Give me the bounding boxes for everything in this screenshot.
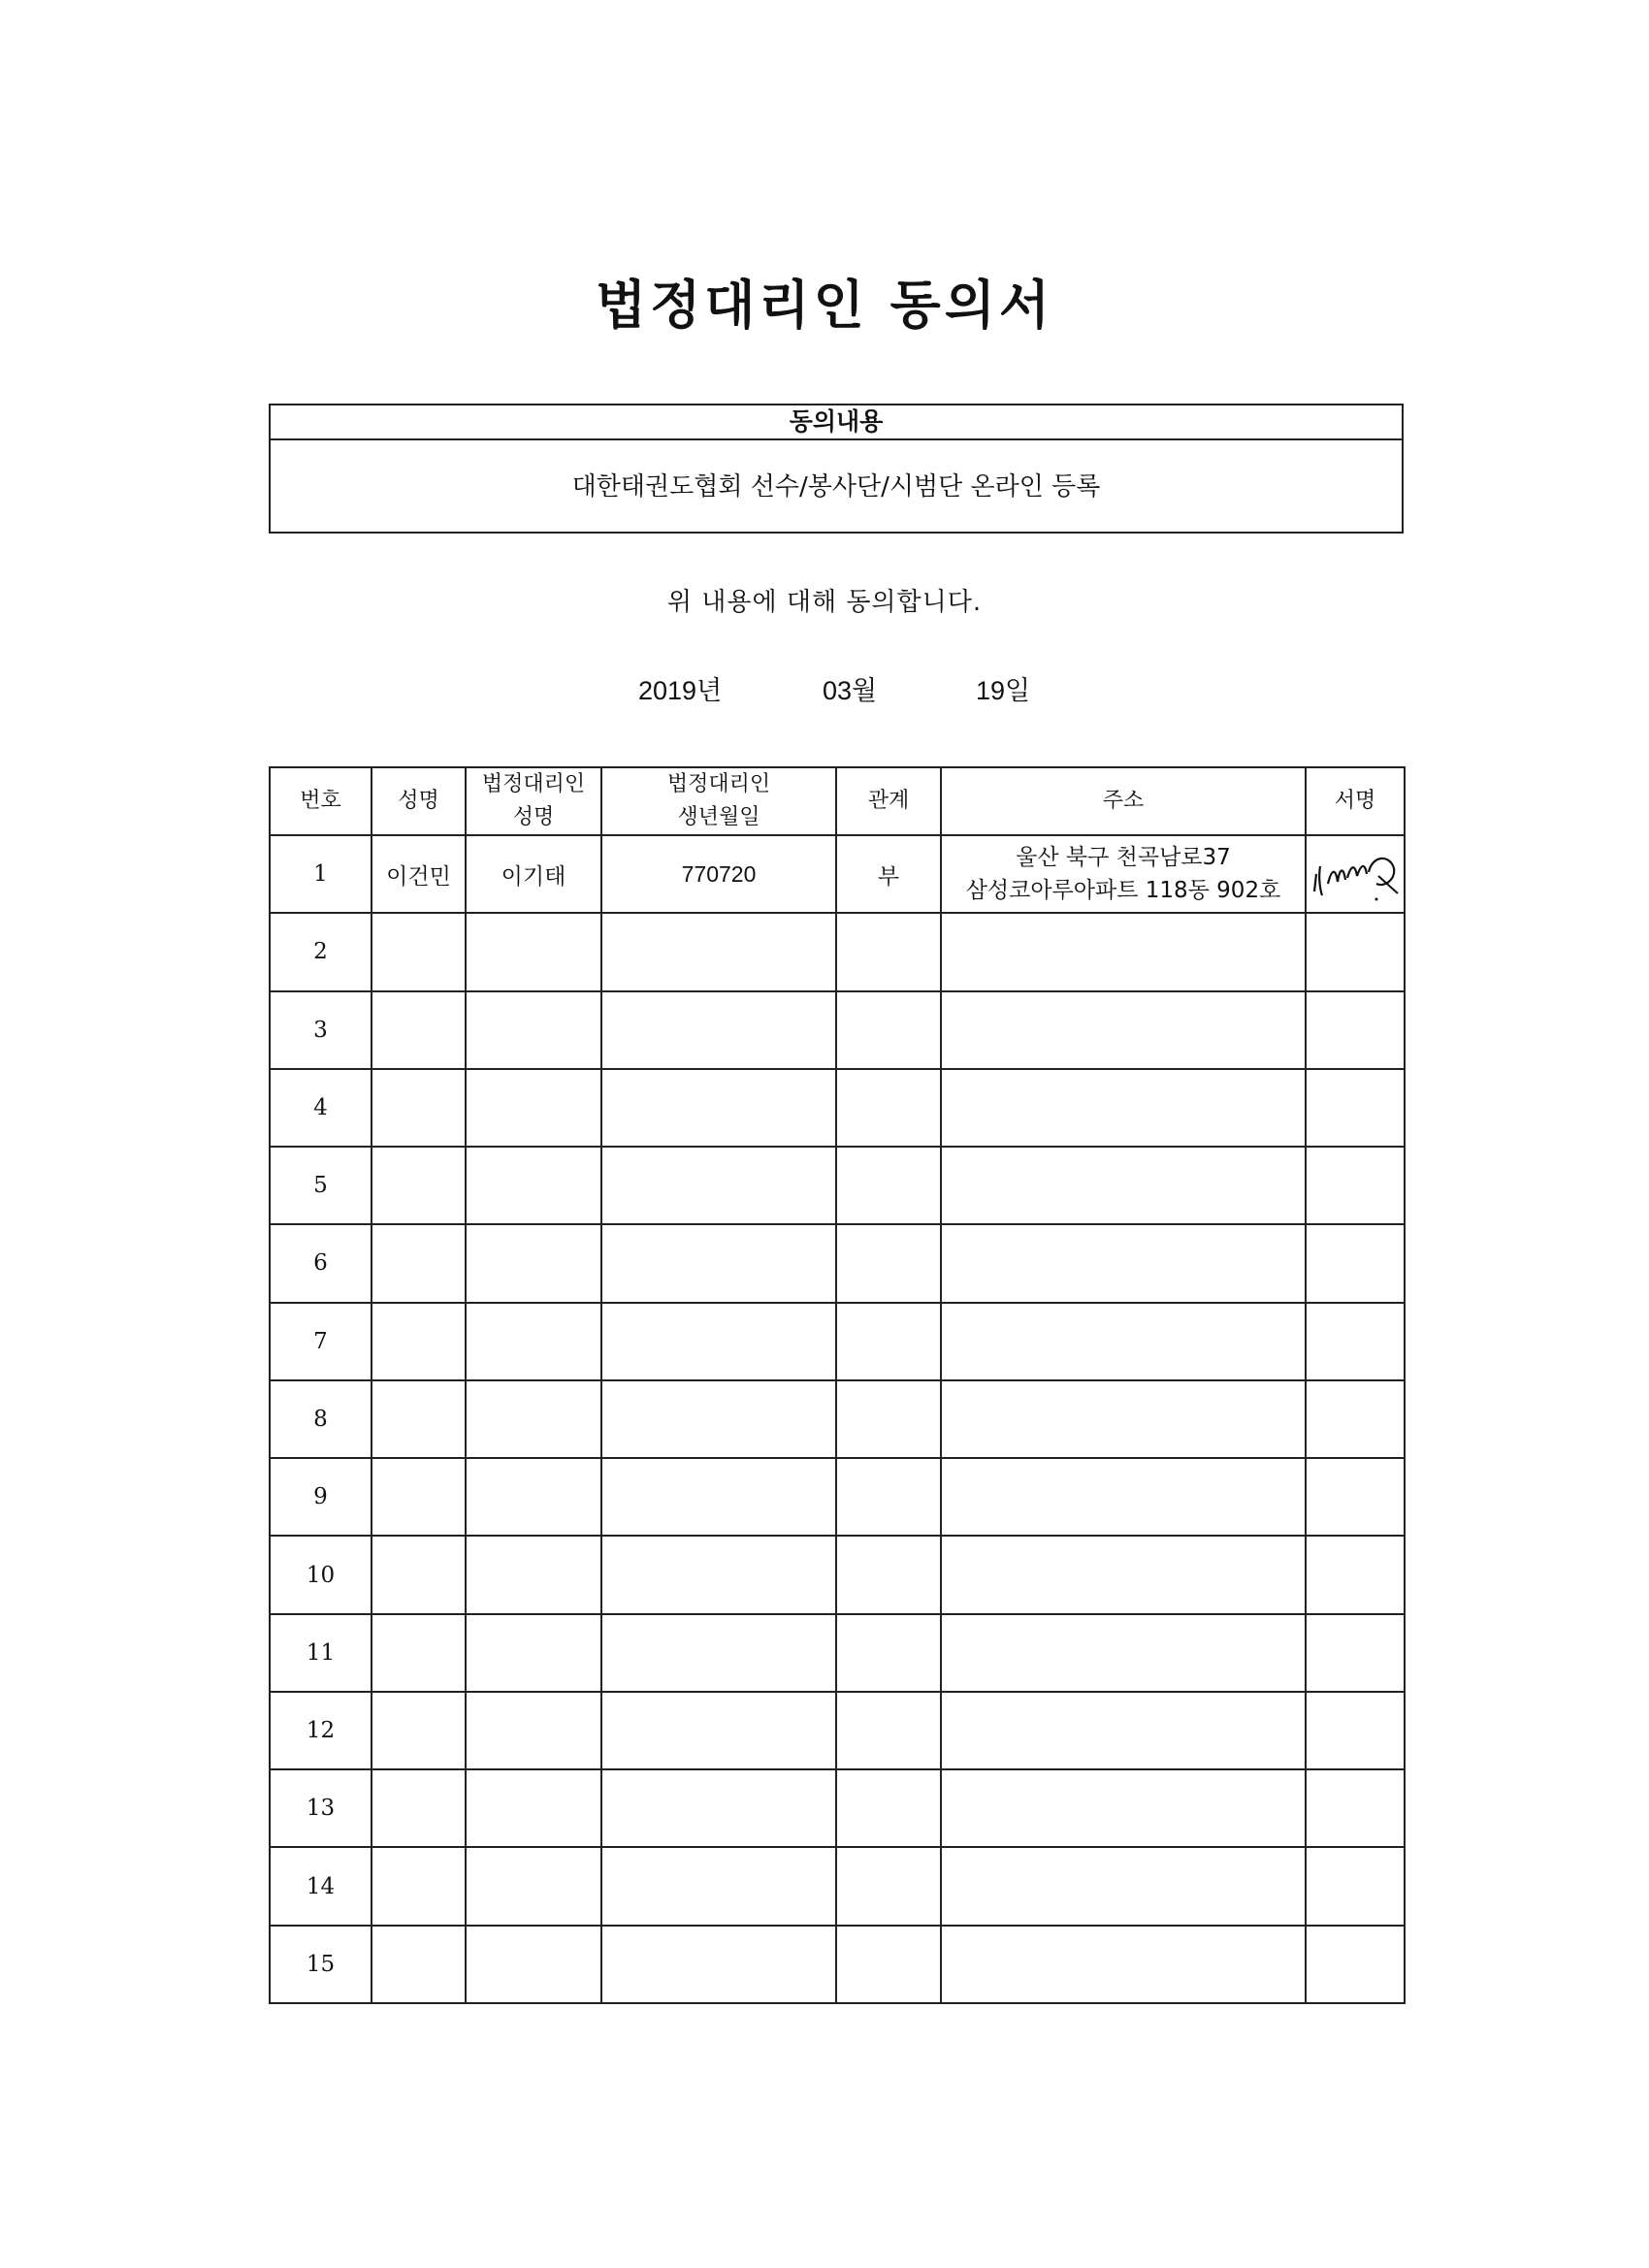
row-guardian-name — [466, 1069, 601, 1147]
row-relation — [836, 1614, 941, 1692]
row-signature — [1306, 913, 1405, 990]
row-relation — [836, 1147, 941, 1224]
row-signature — [1306, 835, 1405, 913]
date-month: 03월 — [823, 676, 878, 705]
row-guardian-dob — [601, 1458, 836, 1536]
header-guardian-dob-line2: 생년월일 — [677, 805, 760, 829]
consent-box — [269, 404, 1404, 534]
header-guardian-name-line1: 법정대리인 — [481, 772, 586, 796]
row-address-line2: 삼성코아루아파트 118동 902호 — [965, 878, 1281, 904]
header-name: 성명 — [372, 767, 466, 835]
row-guardian-dob — [601, 1069, 836, 1147]
row-relation — [836, 1847, 941, 1925]
row-number: 15 — [270, 1926, 372, 2003]
row-guardian-name — [466, 1847, 601, 1925]
row-guardian-name — [466, 991, 601, 1069]
header-guardian-name — [466, 767, 601, 835]
row-signature — [1306, 1303, 1405, 1380]
row-relation — [836, 991, 941, 1069]
row-name — [372, 1458, 466, 1536]
row-address — [941, 991, 1306, 1069]
table-row — [270, 1769, 1405, 1847]
row-guardian-name — [466, 913, 601, 990]
table-row — [270, 1536, 1405, 1613]
row-guardian-dob — [601, 1536, 836, 1613]
row-number: 10 — [270, 1536, 372, 1613]
row-address — [941, 1926, 1306, 2003]
header-guardian-dob-line1: 법정대리인 — [666, 772, 771, 796]
row-address — [941, 1536, 1306, 1613]
row-name: 이건민 — [372, 835, 466, 913]
row-relation — [836, 1303, 941, 1380]
row-guardian-name — [466, 1380, 601, 1458]
table-row — [270, 1069, 1405, 1147]
table-row — [270, 1147, 1405, 1224]
table-row — [270, 1303, 1405, 1380]
row-guardian-dob — [601, 1769, 836, 1847]
row-signature — [1306, 1614, 1405, 1692]
row-guardian-name — [466, 1536, 601, 1613]
row-address — [941, 913, 1306, 990]
agree-statement: 위 내용에 대해 동의합니다. — [666, 588, 983, 617]
row-guardian-name — [466, 1224, 601, 1302]
row-guardian-name — [466, 1614, 601, 1692]
row-relation — [836, 1926, 941, 2003]
row-name — [372, 1224, 466, 1302]
row-number: 8 — [270, 1380, 372, 1458]
row-signature — [1306, 1536, 1405, 1613]
row-address — [941, 1847, 1306, 1925]
consent-header: 동의내용 — [271, 405, 1402, 440]
row-guardian-dob: 770720 — [601, 835, 836, 913]
row-number: 9 — [270, 1458, 372, 1536]
row-address — [941, 1614, 1306, 1692]
row-guardian-dob — [601, 913, 836, 990]
row-name — [372, 991, 466, 1069]
row-number: 12 — [270, 1692, 372, 1769]
row-name — [372, 1692, 466, 1769]
row-signature — [1306, 1692, 1405, 1769]
row-guardian-name: 이기태 — [466, 835, 601, 913]
row-guardian-name — [466, 1303, 601, 1380]
row-guardian-name — [466, 1458, 601, 1536]
table-row — [270, 1692, 1405, 1769]
row-name — [372, 1926, 466, 2003]
row-relation — [836, 1069, 941, 1147]
row-guardian-dob — [601, 1847, 836, 1925]
row-number: 13 — [270, 1769, 372, 1847]
row-guardian-dob — [601, 1926, 836, 2003]
row-signature — [1306, 1224, 1405, 1302]
row-guardian-name — [466, 1692, 601, 1769]
row-guardian-dob — [601, 1147, 836, 1224]
row-relation — [836, 1458, 941, 1536]
row-guardian-dob — [601, 1614, 836, 1692]
row-address — [941, 1303, 1306, 1380]
row-address — [941, 1147, 1306, 1224]
row-signature — [1306, 1458, 1405, 1536]
header-guardian-name-line2: 성명 — [512, 805, 555, 829]
table-row — [270, 991, 1405, 1069]
row-address — [941, 1769, 1306, 1847]
row-signature — [1306, 1380, 1405, 1458]
row-number: 3 — [270, 991, 372, 1069]
row-number: 2 — [270, 913, 372, 990]
row-address-line1: 울산 북구 천곡남로37 — [1016, 845, 1231, 871]
row-guardian-dob — [601, 991, 836, 1069]
row-name — [372, 1614, 466, 1692]
row-relation — [836, 1380, 941, 1458]
table-row — [270, 1458, 1405, 1536]
date-day: 19일 — [976, 676, 1031, 705]
row-signature — [1306, 1769, 1405, 1847]
row-guardian-dob — [601, 1380, 836, 1458]
row-number: 7 — [270, 1303, 372, 1380]
table-row — [270, 1847, 1405, 1925]
header-guardian-dob — [601, 767, 836, 835]
row-signature — [1306, 1147, 1405, 1224]
row-guardian-name — [466, 1147, 601, 1224]
header-relation: 관계 — [836, 767, 941, 835]
row-guardian-name — [466, 1769, 601, 1847]
row-number: 5 — [270, 1147, 372, 1224]
row-number: 11 — [270, 1614, 372, 1692]
table-row — [270, 1926, 1405, 2003]
row-guardian-dob — [601, 1692, 836, 1769]
handwritten-signature — [1309, 845, 1402, 903]
row-number: 4 — [270, 1069, 372, 1147]
row-relation — [836, 1769, 941, 1847]
table-row — [270, 1224, 1405, 1302]
registration-table — [269, 766, 1406, 2004]
row-address — [941, 1458, 1306, 1536]
row-name — [372, 1069, 466, 1147]
header-signature: 서명 — [1306, 767, 1405, 835]
row-relation — [836, 913, 941, 990]
table-row — [270, 1614, 1405, 1692]
row-address — [941, 835, 1306, 913]
row-name — [372, 1536, 466, 1613]
header-no: 번호 — [270, 767, 372, 835]
row-relation — [836, 1536, 941, 1613]
row-relation: 부 — [836, 835, 941, 913]
row-name — [372, 1847, 466, 1925]
row-name — [372, 913, 466, 990]
row-signature — [1306, 1847, 1405, 1925]
consent-content: 대한태권도협회 선수/봉사단/시범단 온라인 등록 — [571, 472, 1101, 502]
row-name — [372, 1380, 466, 1458]
table-row — [270, 1380, 1405, 1458]
row-relation — [836, 1224, 941, 1302]
row-name — [372, 1303, 466, 1380]
row-signature — [1306, 991, 1405, 1069]
row-name — [372, 1769, 466, 1847]
row-number: 1 — [270, 835, 372, 913]
row-signature — [1306, 1069, 1405, 1147]
row-signature — [1306, 1926, 1405, 2003]
row-guardian-name — [466, 1926, 601, 2003]
document-title: 법정대리인 동의서 — [595, 275, 1054, 336]
header-address: 주소 — [941, 767, 1306, 835]
table-row — [270, 913, 1405, 990]
row-guardian-dob — [601, 1303, 836, 1380]
table-header-row — [270, 767, 1405, 835]
date-year: 2019년 — [638, 676, 723, 705]
row-name — [372, 1147, 466, 1224]
row-address — [941, 1380, 1306, 1458]
row-number: 6 — [270, 1224, 372, 1302]
consent-date — [0, 669, 1649, 708]
row-guardian-dob — [601, 1224, 836, 1302]
row-address — [941, 1224, 1306, 1302]
row-address — [941, 1069, 1306, 1147]
row-relation — [836, 1692, 941, 1769]
row-address — [941, 1692, 1306, 1769]
table-row — [270, 835, 1405, 913]
row-number: 14 — [270, 1847, 372, 1925]
